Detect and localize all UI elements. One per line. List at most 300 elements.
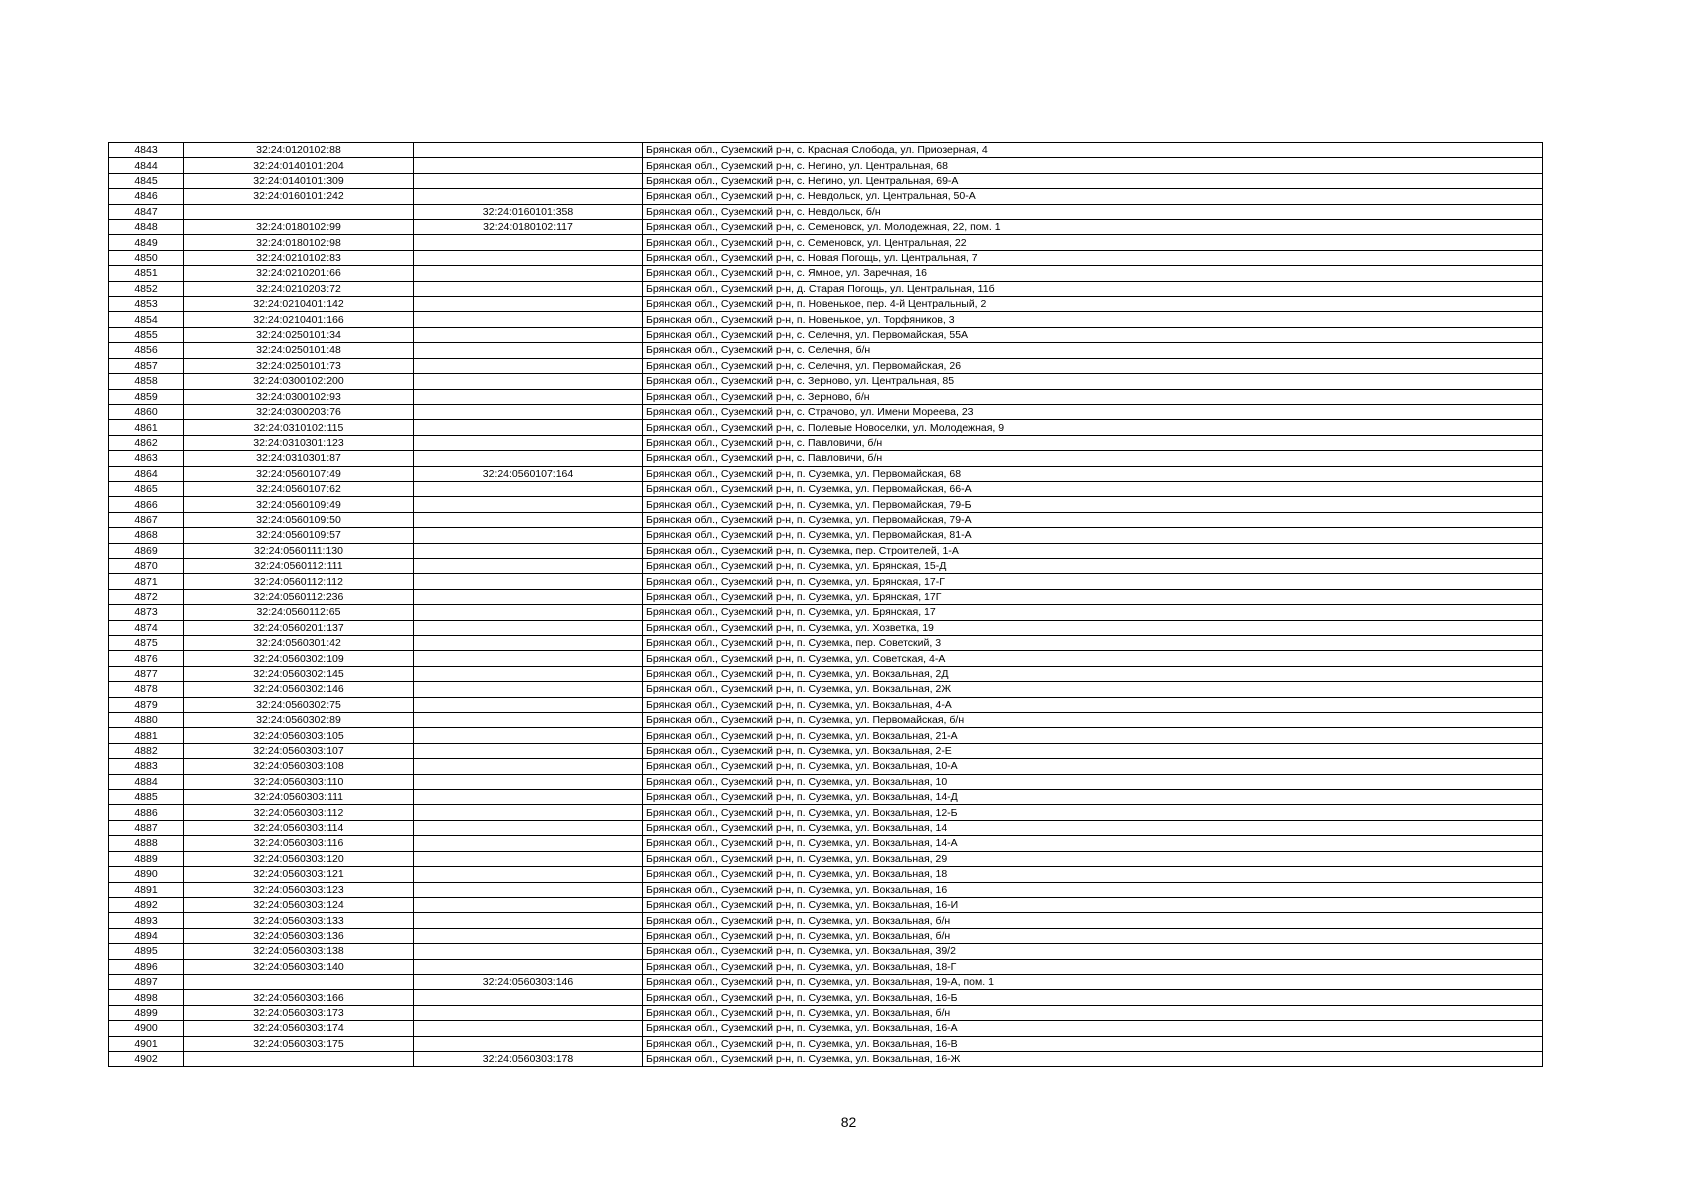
sub-cadastral-number-cell — [414, 1021, 643, 1036]
sub-cadastral-number-cell — [414, 158, 643, 173]
row-number-cell: 4877 — [109, 666, 184, 681]
row-number-cell: 4900 — [109, 1021, 184, 1036]
sub-cadastral-number-cell — [414, 235, 643, 250]
sub-cadastral-number-cell — [414, 389, 643, 404]
cadastral-number-cell: 32:24:0560107:49 — [184, 466, 414, 481]
row-number-cell: 4884 — [109, 774, 184, 789]
table-row — [109, 713, 1543, 728]
table-row — [109, 759, 1543, 774]
row-number-cell: 4848 — [109, 220, 184, 235]
sub-cadastral-number-cell — [414, 928, 643, 943]
address-cell: Брянская обл., Суземский р-н, п. Суземка, ул. Вокзальная, 18-Г — [643, 959, 1543, 974]
address-cell: Брянская обл., Суземский р-н, п. Суземка, ул. Вокзальная, 16-Б — [643, 990, 1543, 1005]
table-body — [109, 143, 1543, 1067]
row-number-cell: 4857 — [109, 358, 184, 373]
row-number-cell: 4865 — [109, 481, 184, 496]
row-number-cell: 4898 — [109, 990, 184, 1005]
row-number-cell: 4897 — [109, 974, 184, 989]
table-row — [109, 651, 1543, 666]
address-cell: Брянская обл., Суземский р-н, п. Суземка, пер. Строителей, 1-А — [643, 543, 1543, 558]
row-number-cell: 4860 — [109, 404, 184, 419]
address-cell: Брянская обл., Суземский р-н, п. Суземка, ул. Вокзальная, 16-А — [643, 1021, 1543, 1036]
table-row — [109, 497, 1543, 512]
cadastral-number-cell: 32:24:0210401:166 — [184, 312, 414, 327]
cadastral-number-cell: 32:24:0560112:111 — [184, 558, 414, 573]
sub-cadastral-number-cell — [414, 1005, 643, 1020]
table-row — [109, 959, 1543, 974]
table-row — [109, 173, 1543, 188]
cadastral-number-cell: 32:24:0560109:49 — [184, 497, 414, 512]
row-number-cell: 4863 — [109, 451, 184, 466]
address-cell: Брянская обл., Суземский р-н, п. Суземка, ул. Вокзальная, 14 — [643, 820, 1543, 835]
cadastral-number-cell: 32:24:0210203:72 — [184, 281, 414, 296]
row-number-cell: 4844 — [109, 158, 184, 173]
cadastral-number-cell: 32:24:0560112:65 — [184, 605, 414, 620]
cadastral-number-cell: 32:24:0560107:62 — [184, 481, 414, 496]
cadastral-number-cell: 32:24:0560111:130 — [184, 543, 414, 558]
table-row — [109, 404, 1543, 419]
row-number-cell: 4847 — [109, 204, 184, 219]
sub-cadastral-number-cell — [414, 558, 643, 573]
address-cell: Брянская обл., Суземский р-н, п. Суземка, ул. Первомайская, 81-А — [643, 528, 1543, 543]
address-cell: Брянская обл., Суземский р-н, с. Селечня, ул. Первомайская, 55А — [643, 327, 1543, 342]
table-row — [109, 666, 1543, 681]
table-row — [109, 1005, 1543, 1020]
row-number-cell: 4874 — [109, 620, 184, 635]
cadastral-number-cell: 32:24:0310301:123 — [184, 435, 414, 450]
address-cell: Брянская обл., Суземский р-н, п. Суземка, ул. Первомайская, 79-А — [643, 512, 1543, 527]
row-number-cell: 4849 — [109, 235, 184, 250]
address-cell: Брянская обл., Суземский р-н, п. Суземка, ул. Вокзальная, б/н — [643, 1005, 1543, 1020]
cadastral-number-cell: 32:24:0560201:137 — [184, 620, 414, 635]
cadastral-number-cell: 32:24:0560303:111 — [184, 790, 414, 805]
sub-cadastral-number-cell — [414, 481, 643, 496]
sub-cadastral-number-cell — [414, 528, 643, 543]
sub-cadastral-number-cell — [414, 682, 643, 697]
cadastral-number-cell: 32:24:0560303:110 — [184, 774, 414, 789]
table-row — [109, 836, 1543, 851]
cadastral-number-cell: 32:24:0560301:42 — [184, 636, 414, 651]
sub-cadastral-number-cell — [414, 851, 643, 866]
table-row — [109, 281, 1543, 296]
cadastral-number-cell: 32:24:0120102:88 — [184, 143, 414, 158]
address-cell: Брянская обл., Суземский р-н, с. Страчово, ул. Имени Мореева, 23 — [643, 404, 1543, 419]
address-cell: Брянская обл., Суземский р-н, п. Суземка, ул. Вокзальная, 39/2 — [643, 944, 1543, 959]
address-cell: Брянская обл., Суземский р-н, п. Суземка, ул. Первомайская, 79-Б — [643, 497, 1543, 512]
address-cell: Брянская обл., Суземский р-н, п. Новенькое, ул. Торфяников, 3 — [643, 312, 1543, 327]
cadastral-number-cell: 32:24:0560303:175 — [184, 1036, 414, 1051]
address-cell: Брянская обл., Суземский р-н, с. Негино, ул. Центральная, 69-А — [643, 173, 1543, 188]
row-number-cell: 4879 — [109, 697, 184, 712]
address-cell: Брянская обл., Суземский р-н, п. Суземка, ул. Вокзальная, 2-Е — [643, 743, 1543, 758]
row-number-cell: 4871 — [109, 574, 184, 589]
sub-cadastral-number-cell: 32:24:0560303:146 — [414, 974, 643, 989]
table-row — [109, 805, 1543, 820]
table-row — [109, 250, 1543, 265]
row-number-cell: 4886 — [109, 805, 184, 820]
cadastral-number-cell: 32:24:0560302:89 — [184, 713, 414, 728]
address-cell: Брянская обл., Суземский р-н, с. Негино, ул. Центральная, 68 — [643, 158, 1543, 173]
table-row — [109, 235, 1543, 250]
cadastral-number-cell: 32:24:0560303:174 — [184, 1021, 414, 1036]
table-row — [109, 543, 1543, 558]
address-cell: Брянская обл., Суземский р-н, п. Суземка, ул. Брянская, 17Г — [643, 589, 1543, 604]
sub-cadastral-number-cell — [414, 374, 643, 389]
table-row — [109, 682, 1543, 697]
cadastral-number-cell: 32:24:0310301:87 — [184, 451, 414, 466]
row-number-cell: 4873 — [109, 605, 184, 620]
table-row — [109, 189, 1543, 204]
row-number-cell: 4851 — [109, 266, 184, 281]
sub-cadastral-number-cell — [414, 343, 643, 358]
cadastral-number-cell: 32:24:0210201:66 — [184, 266, 414, 281]
address-cell: Брянская обл., Суземский р-н, с. Селечня, ул. Первомайская, 26 — [643, 358, 1543, 373]
address-cell: Брянская обл., Суземский р-н, п. Суземка, ул. Вокзальная, 16-И — [643, 897, 1543, 912]
cadastral-number-cell: 32:24:0560303:108 — [184, 759, 414, 774]
table-row — [109, 266, 1543, 281]
sub-cadastral-number-cell — [414, 266, 643, 281]
sub-cadastral-number-cell — [414, 250, 643, 265]
table-row — [109, 589, 1543, 604]
sub-cadastral-number-cell — [414, 913, 643, 928]
cadastral-number-cell: 32:24:0560109:50 — [184, 512, 414, 527]
sub-cadastral-number-cell — [414, 543, 643, 558]
cadastral-number-cell: 32:24:0250101:34 — [184, 327, 414, 342]
sub-cadastral-number-cell — [414, 435, 643, 450]
sub-cadastral-number-cell — [414, 759, 643, 774]
sub-cadastral-number-cell — [414, 1036, 643, 1051]
cadastral-number-cell: 32:24:0300102:200 — [184, 374, 414, 389]
sub-cadastral-number-cell — [414, 297, 643, 312]
table-row — [109, 481, 1543, 496]
sub-cadastral-number-cell — [414, 143, 643, 158]
address-cell: Брянская обл., Суземский р-н, п. Суземка, ул. Вокзальная, 12-Б — [643, 805, 1543, 820]
address-cell: Брянская обл., Суземский р-н, п. Суземка, ул. Брянская, 17 — [643, 605, 1543, 620]
cadastral-number-cell: 32:24:0210401:142 — [184, 297, 414, 312]
row-number-cell: 4896 — [109, 959, 184, 974]
row-number-cell: 4868 — [109, 528, 184, 543]
row-number-cell: 4866 — [109, 497, 184, 512]
table-row — [109, 451, 1543, 466]
address-cell: Брянская обл., Суземский р-н, с. Павловичи, б/н — [643, 451, 1543, 466]
row-number-cell: 4855 — [109, 327, 184, 342]
table-row — [109, 620, 1543, 635]
table-row — [109, 990, 1543, 1005]
table-row — [109, 774, 1543, 789]
address-cell: Брянская обл., Суземский р-н, п. Суземка, ул. Вокзальная, 14-А — [643, 836, 1543, 851]
table-row — [109, 420, 1543, 435]
cadastral-number-cell: 32:24:0560303:112 — [184, 805, 414, 820]
sub-cadastral-number-cell — [414, 728, 643, 743]
property-table — [108, 142, 1543, 1067]
address-cell: Брянская обл., Суземский р-н, с. Семеновск, ул. Молодежная, 22, пом. 1 — [643, 220, 1543, 235]
sub-cadastral-number-cell — [414, 651, 643, 666]
sub-cadastral-number-cell — [414, 990, 643, 1005]
cadastral-number-cell: 32:24:0300203:76 — [184, 404, 414, 419]
row-number-cell: 4892 — [109, 897, 184, 912]
row-number-cell: 4862 — [109, 435, 184, 450]
address-cell: Брянская обл., Суземский р-н, п. Суземка, ул. Вокзальная, б/н — [643, 928, 1543, 943]
table-row — [109, 158, 1543, 173]
cadastral-number-cell: 32:24:0560303:138 — [184, 944, 414, 959]
sub-cadastral-number-cell — [414, 620, 643, 635]
address-cell: Брянская обл., Суземский р-н, п. Суземка, ул. Вокзальная, 29 — [643, 851, 1543, 866]
sub-cadastral-number-cell: 32:24:0160101:358 — [414, 204, 643, 219]
sub-cadastral-number-cell — [414, 404, 643, 419]
cadastral-number-cell: 32:24:0300102:93 — [184, 389, 414, 404]
address-cell: Брянская обл., Суземский р-н, п. Суземка, ул. Вокзальная, 10-А — [643, 759, 1543, 774]
address-cell: Брянская обл., Суземский р-н, п. Суземка, ул. Вокзальная, б/н — [643, 913, 1543, 928]
address-cell: Брянская обл., Суземский р-н, п. Суземка, ул. Вокзальная, 18 — [643, 867, 1543, 882]
cadastral-number-cell: 32:24:0560302:109 — [184, 651, 414, 666]
sub-cadastral-number-cell — [414, 882, 643, 897]
address-cell: Брянская обл., Суземский р-н, с. Полевые Новоселки, ул. Молодежная, 9 — [643, 420, 1543, 435]
address-cell: Брянская обл., Суземский р-н, с. Семеновск, ул. Центральная, 22 — [643, 235, 1543, 250]
cadastral-number-cell: 32:24:0560303:173 — [184, 1005, 414, 1020]
sub-cadastral-number-cell — [414, 743, 643, 758]
cadastral-number-cell: 32:24:0560109:57 — [184, 528, 414, 543]
table-row — [109, 143, 1543, 158]
address-cell: Брянская обл., Суземский р-н, п. Суземка, ул. Первомайская, б/н — [643, 713, 1543, 728]
table-row — [109, 790, 1543, 805]
address-cell: Брянская обл., Суземский р-н, п. Суземка, ул. Брянская, 15-Д — [643, 558, 1543, 573]
cadastral-number-cell: 32:24:0140101:309 — [184, 173, 414, 188]
row-number-cell: 4888 — [109, 836, 184, 851]
row-number-cell: 4869 — [109, 543, 184, 558]
address-cell: Брянская обл., Суземский р-н, с. Невдольск, ул. Центральная, 50-А — [643, 189, 1543, 204]
row-number-cell: 4854 — [109, 312, 184, 327]
cadastral-number-cell: 32:24:0160101:242 — [184, 189, 414, 204]
sub-cadastral-number-cell — [414, 820, 643, 835]
address-cell: Брянская обл., Суземский р-н, п. Суземка, пер. Советский, 3 — [643, 636, 1543, 651]
address-cell: Брянская обл., Суземский р-н, с. Зерново, ул. Центральная, 85 — [643, 374, 1543, 389]
address-cell: Брянская обл., Суземский р-н, п. Суземка, ул. Хозветка, 19 — [643, 620, 1543, 635]
address-cell: Брянская обл., Суземский р-н, п. Суземка, ул. Первомайская, 68 — [643, 466, 1543, 481]
cadastral-number-cell: 32:24:0560303:123 — [184, 882, 414, 897]
cadastral-number-cell: 32:24:0560303:121 — [184, 867, 414, 882]
sub-cadastral-number-cell — [414, 666, 643, 681]
sub-cadastral-number-cell — [414, 897, 643, 912]
sub-cadastral-number-cell — [414, 774, 643, 789]
table-row — [109, 389, 1543, 404]
row-number-cell: 4887 — [109, 820, 184, 835]
row-number-cell: 4861 — [109, 420, 184, 435]
row-number-cell: 4891 — [109, 882, 184, 897]
row-number-cell: 4885 — [109, 790, 184, 805]
cadastral-number-cell: 32:24:0140101:204 — [184, 158, 414, 173]
address-cell: Брянская обл., Суземский р-н, с. Зерново, б/н — [643, 389, 1543, 404]
cadastral-number-cell: 32:24:0560303:124 — [184, 897, 414, 912]
table-row — [109, 374, 1543, 389]
row-number-cell: 4883 — [109, 759, 184, 774]
table-row — [109, 220, 1543, 235]
row-number-cell: 4845 — [109, 173, 184, 188]
sub-cadastral-number-cell — [414, 189, 643, 204]
sub-cadastral-number-cell — [414, 327, 643, 342]
row-number-cell: 4899 — [109, 1005, 184, 1020]
cadastral-number-cell: 32:24:0560303:166 — [184, 990, 414, 1005]
table-row — [109, 605, 1543, 620]
cadastral-number-cell: 32:24:0180102:99 — [184, 220, 414, 235]
cadastral-number-cell: 32:24:0560302:75 — [184, 697, 414, 712]
table-row — [109, 743, 1543, 758]
table-row — [109, 897, 1543, 912]
address-cell: Брянская обл., Суземский р-н, д. Старая Погощь, ул. Центральная, 11б — [643, 281, 1543, 296]
table-row — [109, 528, 1543, 543]
cadastral-number-cell: 32:24:0560303:120 — [184, 851, 414, 866]
address-cell: Брянская обл., Суземский р-н, п. Суземка, ул. Вокзальная, 16-Ж — [643, 1051, 1543, 1066]
cadastral-number-cell: 32:24:0560303:107 — [184, 743, 414, 758]
table-row — [109, 913, 1543, 928]
table-row — [109, 435, 1543, 450]
sub-cadastral-number-cell — [414, 867, 643, 882]
sub-cadastral-number-cell: 32:24:0560107:164 — [414, 466, 643, 481]
sub-cadastral-number-cell — [414, 173, 643, 188]
sub-cadastral-number-cell — [414, 944, 643, 959]
cadastral-number-cell: 32:24:0560112:112 — [184, 574, 414, 589]
table-row — [109, 974, 1543, 989]
row-number-cell: 4856 — [109, 343, 184, 358]
table-row — [109, 358, 1543, 373]
sub-cadastral-number-cell — [414, 312, 643, 327]
cadastral-number-cell: 32:24:0250101:73 — [184, 358, 414, 373]
address-cell: Брянская обл., Суземский р-н, с. Павловичи, б/н — [643, 435, 1543, 450]
sub-cadastral-number-cell — [414, 420, 643, 435]
table-row — [109, 728, 1543, 743]
address-cell: Брянская обл., Суземский р-н, п. Суземка, ул. Вокзальная, 16-В — [643, 1036, 1543, 1051]
address-cell: Брянская обл., Суземский р-н, п. Суземка, ул. Вокзальная, 2Д — [643, 666, 1543, 681]
sub-cadastral-number-cell — [414, 451, 643, 466]
table-row — [109, 343, 1543, 358]
row-number-cell: 4880 — [109, 713, 184, 728]
page-number: 82 — [840, 1114, 857, 1130]
sub-cadastral-number-cell — [414, 605, 643, 620]
sub-cadastral-number-cell — [414, 636, 643, 651]
cadastral-number-cell: 32:24:0560112:236 — [184, 589, 414, 604]
row-number-cell: 4859 — [109, 389, 184, 404]
row-number-cell: 4870 — [109, 558, 184, 573]
row-number-cell: 4882 — [109, 743, 184, 758]
sub-cadastral-number-cell — [414, 574, 643, 589]
row-number-cell: 4901 — [109, 1036, 184, 1051]
table-row — [109, 928, 1543, 943]
cadastral-number-cell: 32:24:0180102:98 — [184, 235, 414, 250]
sub-cadastral-number-cell — [414, 281, 643, 296]
cadastral-number-cell: 32:24:0560303:133 — [184, 913, 414, 928]
address-cell: Брянская обл., Суземский р-н, с. Селечня, б/н — [643, 343, 1543, 358]
address-cell: Брянская обл., Суземский р-н, п. Суземка, ул. Вокзальная, 19-А, пом. 1 — [643, 974, 1543, 989]
row-number-cell: 4902 — [109, 1051, 184, 1066]
table-row — [109, 466, 1543, 481]
row-number-cell: 4895 — [109, 944, 184, 959]
table-row — [109, 512, 1543, 527]
sub-cadastral-number-cell — [414, 358, 643, 373]
address-cell: Брянская обл., Суземский р-н, п. Суземка, ул. Вокзальная, 2Ж — [643, 682, 1543, 697]
row-number-cell: 4890 — [109, 867, 184, 882]
table-row — [109, 327, 1543, 342]
row-number-cell: 4850 — [109, 250, 184, 265]
address-cell: Брянская обл., Суземский р-н, с. Невдольск, б/н — [643, 204, 1543, 219]
address-cell: Брянская обл., Суземский р-н, с. Ямное, ул. Заречная, 16 — [643, 266, 1543, 281]
sub-cadastral-number-cell — [414, 697, 643, 712]
row-number-cell: 4875 — [109, 636, 184, 651]
row-number-cell: 4876 — [109, 651, 184, 666]
address-cell: Брянская обл., Суземский р-н, п. Суземка, ул. Брянская, 17-Г — [643, 574, 1543, 589]
row-number-cell: 4852 — [109, 281, 184, 296]
row-number-cell: 4872 — [109, 589, 184, 604]
table-row — [109, 867, 1543, 882]
row-number-cell: 4853 — [109, 297, 184, 312]
sub-cadastral-number-cell: 32:24:0180102:117 — [414, 220, 643, 235]
row-number-cell: 4889 — [109, 851, 184, 866]
cadastral-number-cell: 32:24:0560302:145 — [184, 666, 414, 681]
address-cell: Брянская обл., Суземский р-н, п. Суземка, ул. Вокзальная, 4-А — [643, 697, 1543, 712]
cadastral-number-cell: 32:24:0310102:115 — [184, 420, 414, 435]
table-row — [109, 204, 1543, 219]
row-number-cell: 4893 — [109, 913, 184, 928]
address-cell: Брянская обл., Суземский р-н, п. Суземка, ул. Советская, 4-А — [643, 651, 1543, 666]
sub-cadastral-number-cell — [414, 589, 643, 604]
address-cell: Брянская обл., Суземский р-н, п. Суземка, ул. Вокзальная, 14-Д — [643, 790, 1543, 805]
address-cell: Брянская обл., Суземский р-н, с. Красная Слобода, ул. Приозерная, 4 — [643, 143, 1543, 158]
address-cell: Брянская обл., Суземский р-н, с. Новая Погощь, ул. Центральная, 7 — [643, 250, 1543, 265]
table-row — [109, 820, 1543, 835]
sub-cadastral-number-cell — [414, 713, 643, 728]
row-number-cell: 4881 — [109, 728, 184, 743]
address-cell: Брянская обл., Суземский р-н, п. Суземка, ул. Первомайская, 66-А — [643, 481, 1543, 496]
table-row — [109, 636, 1543, 651]
sub-cadastral-number-cell — [414, 805, 643, 820]
cadastral-number-cell: 32:24:0560303:116 — [184, 836, 414, 851]
table-row — [109, 944, 1543, 959]
table-row — [109, 1021, 1543, 1036]
cadastral-number-cell — [184, 1051, 414, 1066]
row-number-cell: 4878 — [109, 682, 184, 697]
cadastral-number-cell: 32:24:0560302:146 — [184, 682, 414, 697]
cadastral-number-cell — [184, 974, 414, 989]
row-number-cell: 4843 — [109, 143, 184, 158]
table-row — [109, 697, 1543, 712]
table-row — [109, 312, 1543, 327]
table-row — [109, 1036, 1543, 1051]
address-cell: Брянская обл., Суземский р-н, п. Суземка, ул. Вокзальная, 21-А — [643, 728, 1543, 743]
address-cell: Брянская обл., Суземский р-н, п. Суземка, ул. Вокзальная, 16 — [643, 882, 1543, 897]
table-row — [109, 297, 1543, 312]
row-number-cell: 4846 — [109, 189, 184, 204]
table-row — [109, 882, 1543, 897]
cadastral-number-cell: 32:24:0560303:140 — [184, 959, 414, 974]
table-row — [109, 851, 1543, 866]
cadastral-number-cell: 32:24:0560303:105 — [184, 728, 414, 743]
cadastral-number-cell: 32:24:0250101:48 — [184, 343, 414, 358]
sub-cadastral-number-cell — [414, 790, 643, 805]
row-number-cell: 4864 — [109, 466, 184, 481]
cadastral-number-cell: 32:24:0210102:83 — [184, 250, 414, 265]
address-cell: Брянская обл., Суземский р-н, п. Новенькое, пер. 4-й Центральный, 2 — [643, 297, 1543, 312]
cadastral-number-cell: 32:24:0560303:114 — [184, 820, 414, 835]
sub-cadastral-number-cell — [414, 497, 643, 512]
address-cell: Брянская обл., Суземский р-н, п. Суземка, ул. Вокзальная, 10 — [643, 774, 1543, 789]
cadastral-number-cell — [184, 204, 414, 219]
table-row — [109, 1051, 1543, 1066]
sub-cadastral-number-cell — [414, 512, 643, 527]
row-number-cell: 4867 — [109, 512, 184, 527]
sub-cadastral-number-cell: 32:24:0560303:178 — [414, 1051, 643, 1066]
row-number-cell: 4858 — [109, 374, 184, 389]
table-row — [109, 558, 1543, 573]
row-number-cell: 4894 — [109, 928, 184, 943]
sub-cadastral-number-cell — [414, 836, 643, 851]
